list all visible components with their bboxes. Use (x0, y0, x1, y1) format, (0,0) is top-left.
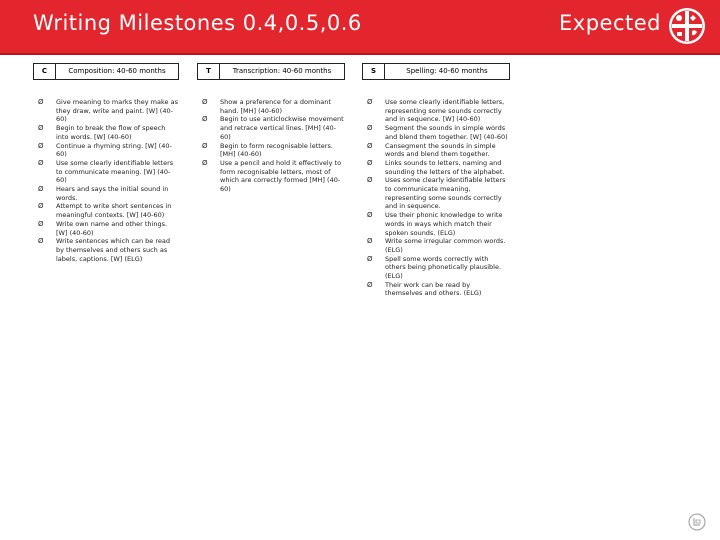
list-item: Ø Use their phonic knowledge to write words in ways which match their spoken sounds. (ELG) (367, 211, 503, 237)
list-item: Ø Use some clearly identifiable letters to communicate meaning. [W] (40-60) (38, 158, 174, 185)
list-item: Ø Hears and says the initial sound in words. (38, 185, 169, 202)
composition-header (33, 63, 179, 80)
arrow-bullet-icon: Ø (202, 115, 208, 124)
list-item: Ø Write own name and other things. [W] (40-60) (38, 219, 168, 237)
arrow-bullet-icon: Ø (367, 254, 373, 263)
list-item: Ø Attempt to write short sentences in meaningful contexts. [W] (40-60) (38, 202, 172, 220)
list-item: Ø Uses some clearly identifiable letters to communicate meaning, representing some sounds correctly and in sequence. (367, 176, 506, 211)
arrow-bullet-icon: Ø (38, 237, 44, 246)
arrow-bullet-icon: Ø (202, 158, 208, 167)
transcription-list (202, 98, 344, 194)
transcription-heading: Transcription: 40-60 months (232, 67, 332, 75)
arrow-bullet-icon: Ø (202, 98, 208, 106)
list-item: Ø Links sounds to letters, naming and sounding the letters of the alphabet. (367, 158, 505, 176)
list-item: Ø Give meaning to marks they make as they draw, write and paint. [W] (40-60) (38, 98, 178, 124)
composition-letter: C (34, 64, 56, 79)
arrow-bullet-icon: Ø (367, 141, 373, 150)
list-item: Ø Write sentences which can be read by themselves and others such as labels, captions. [W] (ELG) (38, 237, 170, 263)
arrow-bullet-icon: Ø (367, 237, 373, 246)
header-bar (0, 0, 720, 55)
list-item: Ø Cansegment the sounds in simple words and blend them together. (367, 141, 496, 159)
list-item: Ø Use a pencil and hold it effectively to form recognisable letters, most of which are correctly formed [MH] (40-60) (202, 158, 342, 194)
list-item: Ø Segment the sounds in simple words and blend them together. [W] (40-60) (367, 124, 508, 141)
spelling-heading: Spelling: 40-60 months (406, 67, 488, 75)
page-badge-icon (688, 513, 706, 531)
arrow-bullet-icon: Ø (38, 202, 44, 211)
composition-column (33, 63, 179, 263)
spelling-column (362, 63, 510, 298)
list-item: Ø Continue a rhyming string. [W] (40-60) (38, 141, 172, 159)
school-crest-icon (668, 7, 706, 45)
list-item: Ø Spell some words correctly with others being phonetically plausible. (ELG) (367, 254, 502, 281)
list-item: Ø Begin to form recognisable letters. [MH] (40-60) (202, 141, 333, 159)
arrow-bullet-icon: Ø (38, 141, 44, 150)
transcription-header (197, 63, 345, 80)
arrow-bullet-icon: Ø (367, 280, 373, 289)
composition-heading: Composition: 40-60 months (68, 67, 166, 75)
expected-label: Expected (559, 11, 661, 35)
page-title: Writing Milestones 0.4,0.5,0.6 (33, 11, 362, 35)
arrow-bullet-icon: Ø (367, 176, 373, 185)
arrow-bullet-icon: Ø (38, 158, 44, 167)
list-item: Ø Write some irregular common words. (ELG) (367, 237, 506, 254)
list-item: Ø Begin to break the flow of speech into words. [W] (40-60) (38, 124, 166, 141)
transcription-column (197, 63, 345, 194)
arrow-bullet-icon: Ø (38, 219, 44, 228)
list-item: Ø Use some clearly identifiable letters, representing some sounds correctly and in sequence. [W] (40-60) (367, 98, 505, 124)
arrow-bullet-icon: Ø (202, 141, 208, 150)
arrow-bullet-icon: Ø (38, 124, 44, 133)
spelling-letter: S (363, 64, 385, 79)
arrow-bullet-icon: Ø (367, 98, 373, 106)
spelling-header (362, 63, 510, 80)
arrow-bullet-icon: Ø (367, 124, 373, 133)
list-item: Ø Begin to use anticlockwise movement and retrace vertical lines. [MH] (40-60) (202, 115, 344, 141)
spelling-list (367, 98, 509, 298)
list-item: Ø Show a preference for a dominant hand. [MH] (40-60) (202, 98, 331, 115)
transcription-letter: T (198, 64, 220, 79)
composition-list (38, 98, 178, 263)
arrow-bullet-icon: Ø (367, 158, 373, 167)
arrow-bullet-icon: Ø (38, 98, 44, 106)
arrow-bullet-icon: Ø (367, 211, 373, 220)
arrow-bullet-icon: Ø (38, 185, 44, 194)
list-item: Ø Their work can be read by themselves and others. (ELG) (367, 280, 482, 298)
